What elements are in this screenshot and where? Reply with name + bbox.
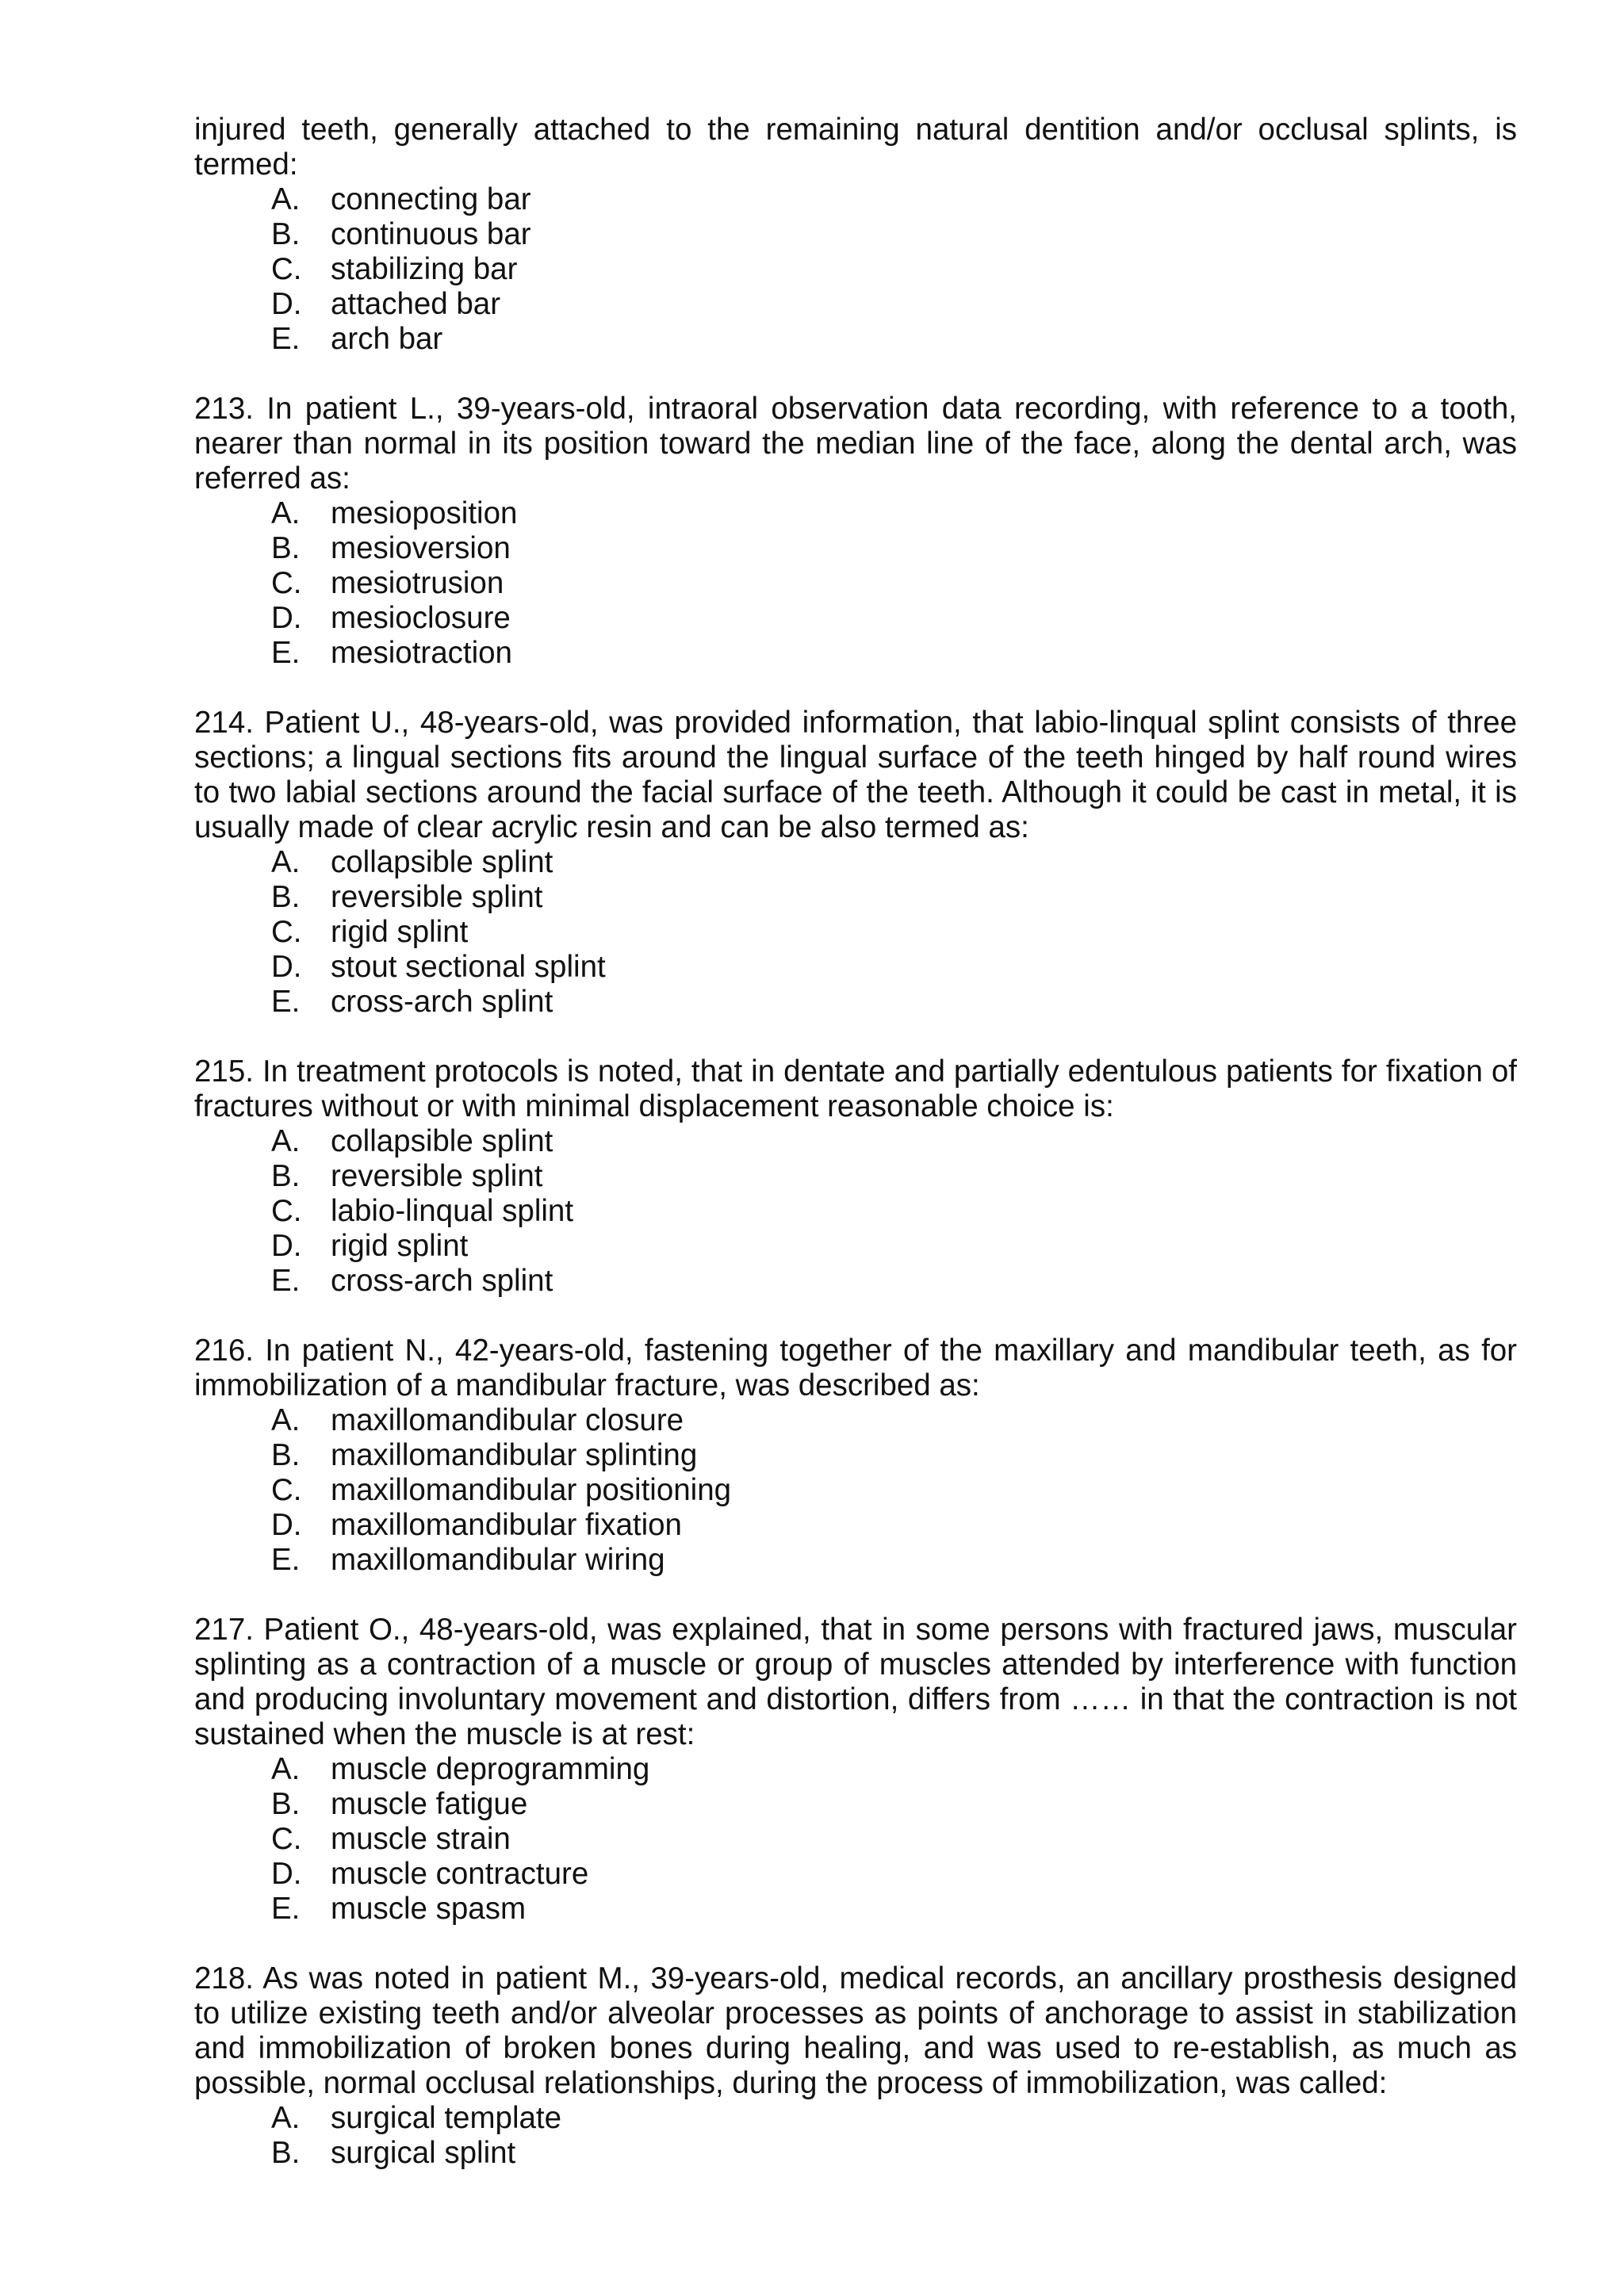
question-215 [194,1054,1517,1299]
option-text: maxillomandibular positioning [331,1473,732,1507]
answer-options [194,1752,1517,1927]
option-text: maxillomandibular splinting [331,1438,698,1472]
question-text: 217. Patient O., 48-years-old, was explained, that in some persons with fractured jaws, muscular splinting as a contraction of a muscle or group of muscles attended by interference with function and producing involuntary movement and distortion, differs from …… in that the contraction is not sustained when the muscle is at rest: [194,1613,1517,1751]
option-letter: C. [271,915,302,949]
answer-option [194,1159,1517,1194]
option-letter: A. [271,2101,301,2135]
answer-option [194,1403,1517,1438]
option-letter: C. [271,566,302,600]
question-text: 215. In treatment protocols is noted, that in dentate and partially edentulous patients for fixation of fractures without or with minimal displacement reasonable choice is: [194,1054,1517,1123]
answer-options [194,1403,1517,1578]
option-text: cross-arch splint [331,1264,553,1298]
answer-option [194,322,1517,357]
option-letter: A. [271,182,301,216]
answer-option [194,915,1517,950]
answer-option [194,636,1517,671]
question-text: 216. In patient N., 42-years-old, fastening together of the maxillary and mandibular teeth, as for immobilization of a mandibular fracture, was described as: [194,1334,1517,1402]
answer-option [194,1473,1517,1508]
option-text: arch bar [331,322,443,356]
option-letter: A. [271,845,301,879]
option-letter: B. [271,2136,301,2170]
answer-option [194,1787,1517,1822]
option-text: maxillomandibular wiring [331,1543,665,1577]
question-217 [194,1613,1517,1927]
option-text: surgical template [331,2101,562,2135]
answer-option [194,845,1517,880]
answer-option [194,566,1517,601]
answer-options [194,1124,1517,1299]
answer-options [194,2101,1517,2171]
option-text: muscle fatigue [331,1787,528,1821]
option-text: labio-linqual splint [331,1194,574,1228]
option-text: muscle spasm [331,1892,527,1926]
answer-option [194,950,1517,985]
answer-option [194,1229,1517,1264]
option-text: maxillomandibular closure [331,1403,684,1437]
document-page [194,113,1517,2171]
answer-option [194,287,1517,322]
option-letter: E. [271,636,301,670]
option-letter: C. [271,252,302,286]
answer-option [194,1194,1517,1229]
option-letter: C. [271,1822,302,1856]
question-text: injured teeth, generally attached to the remaining natural dentition and/or occlusal splints, is termed: [194,113,1517,182]
question-218 [194,1961,1517,2171]
option-letter: B. [271,880,301,914]
option-text: mesiotrusion [331,566,504,600]
option-letter: D. [271,1229,302,1263]
option-text: surgical splint [331,2136,516,2170]
answer-options [194,182,1517,357]
answer-option [194,496,1517,531]
option-text: cross-arch splint [331,985,553,1019]
option-letter: D. [271,1857,302,1891]
option-letter: C. [271,1473,302,1507]
option-letter: E. [271,1264,301,1298]
option-letter: D. [271,950,302,984]
question-213 [194,392,1517,671]
option-text: reversible splint [331,880,543,914]
option-text: connecting bar [331,182,531,216]
answer-option [194,2136,1517,2171]
option-letter: A. [271,496,301,530]
option-letter: E. [271,322,301,356]
option-text: attached bar [331,287,501,321]
answer-option [194,1822,1517,1857]
question-text: 218. As was noted in patient M., 39-years-old, medical records, an ancillary prosthesis designed to utilize existing teeth and/or alveolar processes as points of anchorage to assist in stabilization and immobilization of broken bones during healing, and was used to re-establish, as much as possible, normal occlusal relationships, during the process of immobilization, was called: [194,1961,1517,2100]
option-text: muscle strain [331,1822,511,1856]
answer-option [194,252,1517,287]
answer-options [194,496,1517,671]
option-letter: C. [271,1194,302,1228]
answer-option [194,1124,1517,1159]
option-text: collapsible splint [331,845,553,879]
answer-option [194,601,1517,636]
answer-option [194,1543,1517,1578]
question-212-continuation [194,113,1517,357]
question-214 [194,706,1517,1020]
answer-option [194,1264,1517,1299]
answer-option [194,2101,1517,2136]
option-letter: B. [271,1438,301,1472]
option-letter: E. [271,985,301,1019]
option-letter: D. [271,1508,302,1542]
answer-option [194,1752,1517,1787]
option-letter: D. [271,287,302,321]
option-text: mesioposition [331,496,518,530]
option-text: mesioclosure [331,601,511,635]
option-letter: B. [271,1159,301,1193]
answer-options [194,845,1517,1020]
option-letter: A. [271,1403,301,1437]
option-text: muscle contracture [331,1857,589,1891]
answer-option [194,985,1517,1020]
option-text: mesioversion [331,531,511,565]
option-letter: B. [271,217,301,251]
answer-option [194,217,1517,252]
question-text: 213. In patient L., 39-years-old, intraoral observation data recording, with reference to a tooth, nearer than normal in its position toward the median line of the face, along the dental arch, was referred as: [194,392,1517,496]
option-text: stabilizing bar [331,252,518,286]
answer-option [194,1857,1517,1892]
option-text: collapsible splint [331,1124,553,1158]
option-text: rigid splint [331,1229,469,1263]
option-text: stout sectional splint [331,950,606,984]
answer-option [194,1508,1517,1543]
answer-option [194,1892,1517,1927]
option-text: reversible splint [331,1159,543,1193]
option-text: continuous bar [331,217,531,251]
question-216 [194,1334,1517,1578]
option-letter: E. [271,1892,301,1926]
option-text: rigid splint [331,915,469,949]
answer-option [194,880,1517,915]
answer-option [194,1438,1517,1473]
option-letter: D. [271,601,302,635]
option-text: mesiotraction [331,636,512,670]
answer-option [194,531,1517,566]
answer-option [194,182,1517,217]
option-letter: E. [271,1543,301,1577]
option-letter: A. [271,1752,301,1786]
option-letter: A. [271,1124,301,1158]
question-text: 214. Patient U., 48-years-old, was provided information, that labio-linqual splint consists of three sections; a lingual sections fits around the lingual surface of the teeth hinged by half round wires to two labial sections around the facial surface of the teeth. Although it could be cast in metal, it is usually made of clear acrylic resin and can be also termed as: [194,706,1517,844]
option-letter: B. [271,1787,301,1821]
option-text: maxillomandibular fixation [331,1508,682,1542]
option-text: muscle deprogramming [331,1752,650,1786]
option-letter: B. [271,531,301,565]
